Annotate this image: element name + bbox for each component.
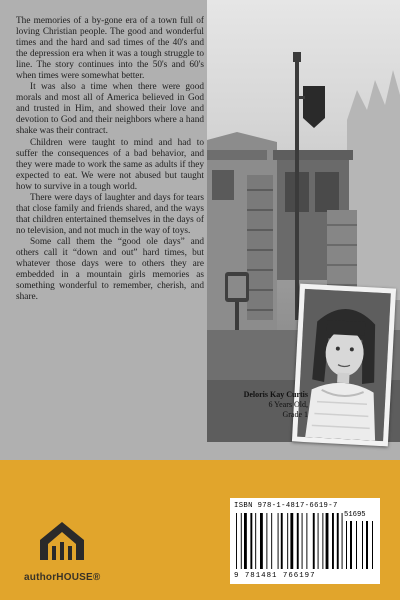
price-bar	[356, 521, 357, 569]
barcode-icon	[234, 513, 374, 571]
portrait-caption	[224, 390, 308, 420]
back-cover-blurb	[16, 16, 204, 303]
blurb-paragraph: It was also a time when there were good morals and most all of America believed in God and trusted in Him, and showed their love and devotion to God and their neighbors where a hand shake was their contract.	[16, 82, 204, 137]
blurb-paragraph: Some call them the “good ole days” and others call it “down and out” hard times, but whatever those days were to others they are embedded in a mountain girls memories as something wonderful to remember, cherish, and share.	[16, 236, 204, 303]
barcode-bar	[287, 513, 288, 569]
child-portrait-photo	[292, 284, 396, 447]
barcode-bar	[281, 513, 283, 569]
authorhouse-logo-icon	[36, 518, 88, 564]
caption-grade: Grade 1	[282, 410, 308, 419]
barcode-bar	[306, 513, 307, 569]
caption-age: 6 Years Old,	[268, 400, 308, 409]
barcode-bar	[337, 513, 339, 569]
barcode-bar	[250, 513, 252, 569]
barcode-bar	[318, 513, 319, 569]
barcode-bar	[342, 513, 343, 569]
publisher-name: authorHOUSE®	[24, 572, 101, 583]
barcode-bar	[255, 513, 256, 569]
blurb-paragraph: The memories of a by-gone era of a town full of loving Christian people. The good and wonderful times and the hard and sad times of the 40's and the depression era when it was a tough struggle to line. The story continues into the 50's and 60's when times were somewhat better.	[16, 16, 204, 82]
price-bar	[372, 521, 373, 569]
barcode-bar	[326, 513, 329, 569]
blurb-paragraph: There were days of laughter and days for tears that close family and friends shared, and the ways that children entertained themselves in the days of no television, and not much in the way of toys.	[16, 192, 204, 236]
barcode-number: 9 781481 766197	[234, 572, 316, 580]
barcode-bar	[297, 513, 299, 569]
barcode-bar	[266, 513, 267, 569]
barcode-bar	[244, 513, 247, 569]
barcode-bar	[313, 513, 315, 569]
blurb-paragraph: Children were taught to mind and had to suffer the consequences of a bad behavior, and they were made to work the same as adults if they expected to eat. We were not abused but taught how to survive in a tough world.	[16, 137, 204, 192]
caption-name: Deloris Kay Curtis	[243, 390, 308, 399]
barcode-bar	[278, 513, 279, 569]
price-bar	[350, 521, 352, 569]
barcode-bar	[260, 513, 263, 569]
barcode-bar	[271, 513, 272, 569]
barcode-bar	[236, 513, 237, 569]
barcode-bar	[241, 513, 242, 569]
price-bar	[362, 521, 363, 569]
barcode-bar	[302, 513, 303, 569]
isbn-label: ISBN 978-1-4817-6619-7	[234, 502, 338, 510]
price-code: 51695	[344, 511, 366, 519]
barcode-bar	[332, 513, 334, 569]
barcode-bar	[322, 513, 323, 569]
price-bar	[366, 521, 368, 569]
price-bar	[346, 521, 347, 569]
barcode-bar	[290, 513, 293, 569]
